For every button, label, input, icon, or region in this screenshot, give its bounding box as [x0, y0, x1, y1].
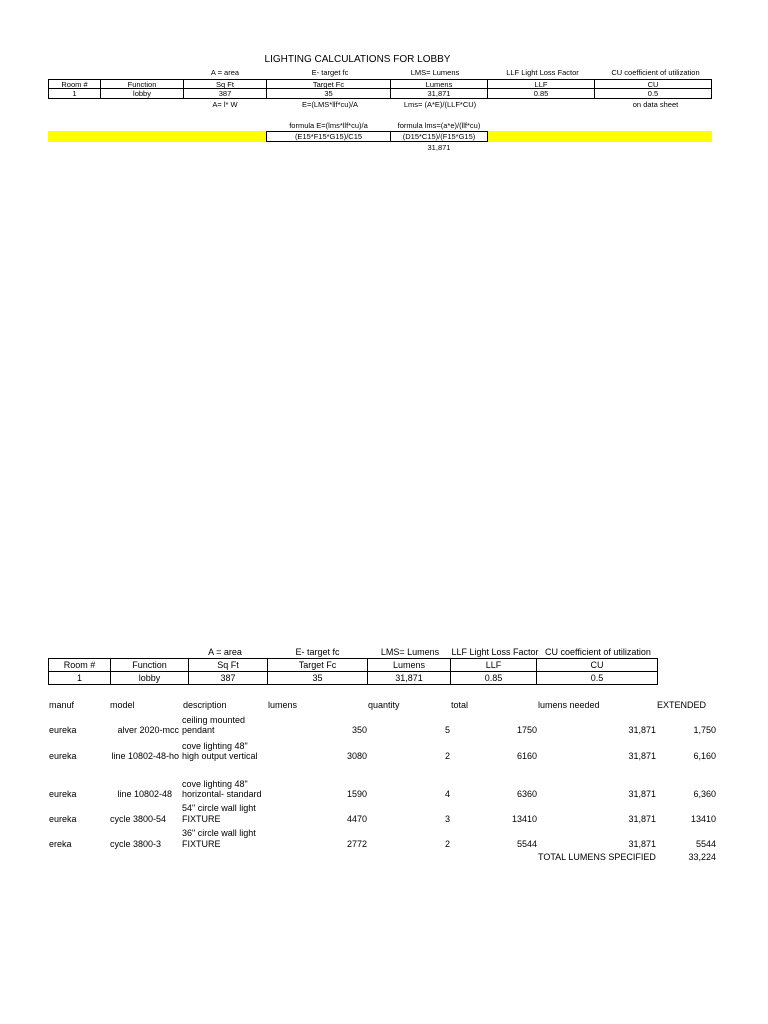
- lms-formula-note: Lms= (A*E)/(LLF*CU): [403, 100, 477, 109]
- col-head-extended: EXTENDED: [657, 700, 707, 710]
- col-head-manuf: manuf: [49, 700, 75, 710]
- col-head-lumens: lumens: [268, 700, 298, 710]
- fixture-model: cycle 3800-54: [110, 814, 167, 824]
- fixture-quantity: 3: [444, 814, 450, 824]
- header-cell: Lumens: [390, 79, 488, 89]
- fixture-extended: 1,750: [693, 725, 716, 735]
- header-cell: LLF: [487, 79, 595, 89]
- formula-lms-value: (D15*C15)/(F15*G15): [390, 131, 488, 142]
- col-head-model: model: [110, 700, 135, 710]
- col-head-description: description: [183, 700, 227, 710]
- fixture-model: line 10802-48: [117, 789, 172, 799]
- fixture-desc: 54" circle wall light: [182, 803, 256, 813]
- header-cell: Sq Ft: [188, 658, 268, 672]
- fixture-manuf: eureka: [49, 789, 77, 799]
- fixture-desc: FIXTURE: [182, 814, 221, 824]
- header-cell: Sq Ft: [183, 79, 267, 89]
- llf-label: LLF Light Loss Factor: [451, 647, 539, 657]
- fixture-lumens: 3080: [346, 751, 367, 761]
- fixture-desc: 36" circle wall light: [182, 828, 256, 838]
- fixture-total: 1750: [516, 725, 537, 735]
- data-cell: 1: [48, 671, 111, 685]
- fixture-desc: horizontal- standard: [182, 789, 262, 799]
- page-title: LIGHTING CALCULATIONS FOR LOBBY: [264, 54, 451, 65]
- area-label: A = area: [208, 647, 242, 657]
- fixture-quantity: 4: [444, 789, 450, 799]
- data-cell: 31,871: [390, 88, 488, 99]
- header-cell: Room #: [48, 658, 111, 672]
- fixture-lumens: 4470: [346, 814, 367, 824]
- fixture-total: 6160: [516, 751, 537, 761]
- data-cell: 387: [188, 671, 268, 685]
- fixture-lumens: 1590: [346, 789, 367, 799]
- fixture-total: 6360: [516, 789, 537, 799]
- fixture-desc: cove lighting 48": [182, 779, 248, 789]
- header-cell: Function: [100, 79, 184, 89]
- data-cell: 0.85: [450, 671, 537, 685]
- fixture-needed: 31,871: [628, 814, 656, 824]
- fixture-manuf: eureka: [49, 725, 77, 735]
- total-lumens-label: TOTAL LUMENS SPECIFIED: [538, 852, 656, 862]
- formula-lms-label: formula lms=(a*e)/(llf*cu): [397, 121, 481, 130]
- data-sheet-note: on data sheet: [632, 100, 679, 109]
- fixture-desc: high output vertical: [182, 751, 258, 761]
- fixture-extended: 5544: [695, 839, 716, 849]
- col-head-quantity: quantity: [368, 700, 400, 710]
- col-head-total: total: [451, 700, 469, 710]
- data-cell: 1: [48, 88, 101, 99]
- fixture-needed: 31,871: [628, 725, 656, 735]
- area-note: A= l* W: [212, 100, 238, 109]
- col-head-lumens-needed: lumens needed: [538, 700, 600, 710]
- formula-e-label: formula E=(lms*llf*cu)/a: [289, 121, 368, 130]
- fixture-quantity: 5: [444, 725, 450, 735]
- fixture-desc: cove lighting 48": [182, 741, 248, 751]
- lumens-label: LMS= Lumens: [380, 647, 440, 657]
- header-cell: Target Fc: [266, 79, 391, 89]
- lumens-label: LMS= Lumens: [410, 68, 460, 77]
- fixture-model: cycle 3800-3: [110, 839, 162, 849]
- header-cell: Function: [110, 658, 189, 672]
- total-lumens-value: 33,224: [688, 852, 716, 862]
- fixture-desc: FIXTURE: [182, 839, 221, 849]
- fixture-manuf: eureka: [49, 814, 77, 824]
- fixture-manuf: eureka: [49, 751, 77, 761]
- target-fc-label: E- target fc: [311, 68, 349, 77]
- fixture-needed: 31,871: [628, 789, 656, 799]
- data-cell: 0.5: [536, 671, 658, 685]
- data-cell: lobby: [100, 88, 184, 99]
- fixture-needed: 31,871: [628, 839, 656, 849]
- header-cell: Lumens: [367, 658, 451, 672]
- area-label: A = area: [210, 68, 240, 77]
- data-cell: 0.85: [487, 88, 595, 99]
- fixture-extended: 6,360: [693, 789, 716, 799]
- data-cell: 35: [266, 88, 391, 99]
- e-formula-note: E=(LMS*llf*cu)/A: [301, 100, 359, 109]
- header-cell: CU: [594, 79, 712, 89]
- fixture-model: line 10802-48-ho: [111, 751, 179, 761]
- llf-label: LLF Light Loss Factor: [506, 68, 579, 77]
- fixture-needed: 31,871: [628, 751, 656, 761]
- target-fc-label: E- target fc: [295, 647, 340, 657]
- header-cell: CU: [536, 658, 658, 672]
- fixture-lumens: 2772: [346, 839, 367, 849]
- fixture-extended: 13410: [690, 814, 716, 824]
- fixture-total: 5544: [516, 839, 537, 849]
- fixture-quantity: 2: [444, 751, 450, 761]
- fixture-desc: ceiling mounted: [182, 715, 246, 725]
- fixture-total: 13410: [511, 814, 537, 824]
- data-cell: 0.5: [594, 88, 712, 99]
- data-cell: lobby: [110, 671, 189, 685]
- header-cell: Target Fc: [267, 658, 368, 672]
- cu-label: CU coefficient of utilization: [611, 68, 700, 77]
- header-cell: Room #: [48, 79, 101, 89]
- fixture-desc: pendant: [182, 725, 215, 735]
- data-cell: 35: [267, 671, 368, 685]
- header-cell: LLF: [450, 658, 537, 672]
- data-cell: 387: [183, 88, 267, 99]
- data-cell: 31,871: [367, 671, 451, 685]
- cu-label: CU coefficient of utilization: [545, 647, 651, 657]
- fixture-model: alver 2020-mcc: [117, 725, 179, 735]
- formula-e-value: (E15*F15*G15)/C15: [266, 131, 391, 142]
- fixture-quantity: 2: [444, 839, 450, 849]
- result-value: 31,871: [427, 143, 451, 152]
- fixture-manuf: ereka: [49, 839, 72, 849]
- fixture-lumens: 350: [351, 725, 367, 735]
- fixture-extended: 6,160: [693, 751, 716, 761]
